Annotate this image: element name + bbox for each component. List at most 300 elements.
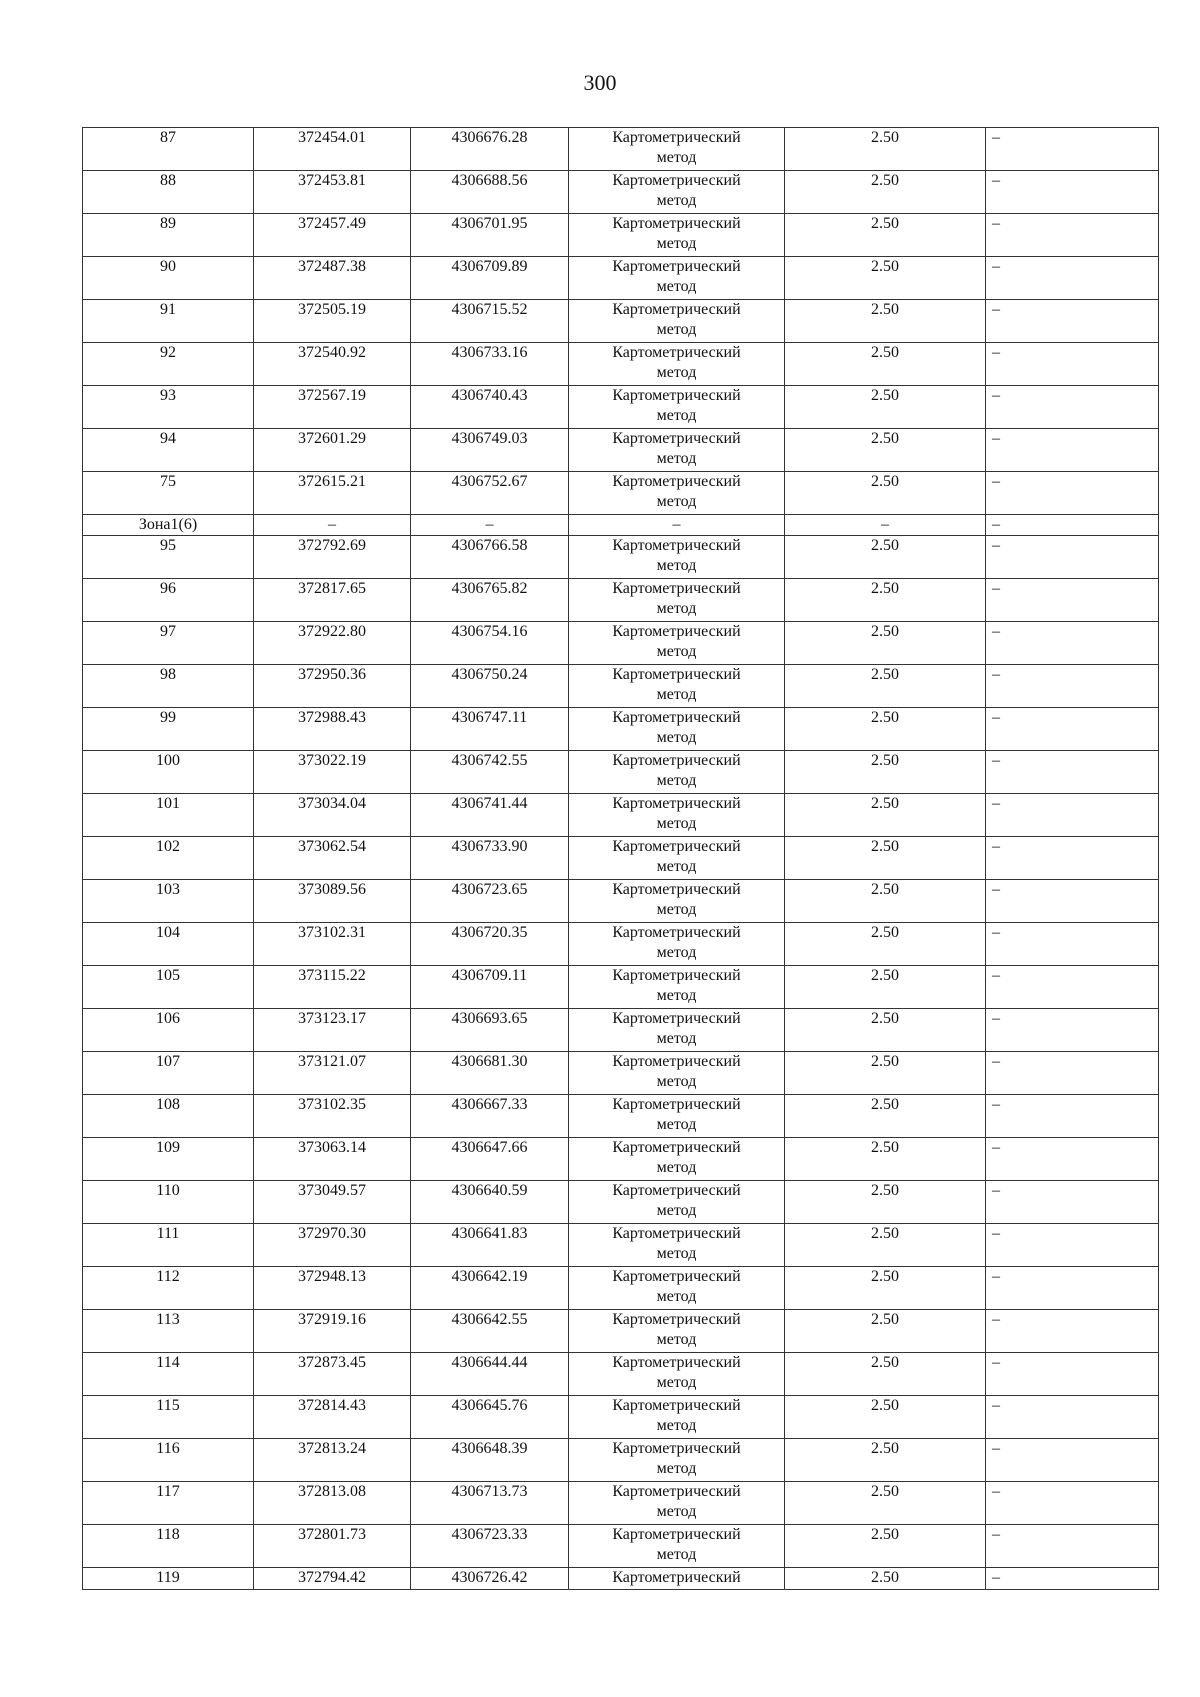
table-row [83, 966, 1159, 1009]
method-label-line2: метод [656, 600, 697, 617]
method-cell [569, 1052, 785, 1095]
table-row [83, 1439, 1159, 1482]
note-cell: – [986, 665, 1159, 708]
method-label-line2: метод [656, 364, 697, 381]
method-cell [569, 300, 785, 343]
accuracy-cell: 2.50 [785, 214, 986, 257]
method-label-line2: метод [656, 1460, 697, 1477]
note-cell: – [986, 1095, 1159, 1138]
method-label-line1: Картометрический [612, 666, 741, 683]
accuracy-cell: 2.50 [785, 966, 986, 1009]
point-number-cell: 103 [83, 880, 254, 923]
method-cell: – [569, 515, 785, 536]
method-cell [569, 128, 785, 171]
table-row [83, 751, 1159, 794]
method-label-line2: метод [656, 407, 697, 424]
method-label-line2: метод [656, 1374, 697, 1391]
accuracy-cell: 2.50 [785, 665, 986, 708]
note-cell: – [986, 579, 1159, 622]
method-label-line1: Картометрический [612, 1053, 741, 1070]
method-label-line1: Картометрический [612, 301, 741, 318]
method-label-line2: метод [656, 858, 697, 875]
table-row [83, 300, 1159, 343]
y-coordinate-cell: 4306667.33 [411, 1095, 569, 1138]
table-row [83, 1482, 1159, 1525]
method-label-line2: метод [656, 1503, 697, 1520]
note-cell: – [986, 386, 1159, 429]
y-coordinate-cell: 4306742.55 [411, 751, 569, 794]
y-coordinate-cell: 4306733.16 [411, 343, 569, 386]
method-label-line2: метод [656, 278, 697, 295]
y-coordinate-cell: 4306709.11 [411, 966, 569, 1009]
method-label-line2: метод [656, 686, 697, 703]
x-coordinate-cell: 372453.81 [254, 171, 411, 214]
note-cell: – [986, 1353, 1159, 1396]
accuracy-cell: 2.50 [785, 171, 986, 214]
x-coordinate-cell: 372792.69 [254, 536, 411, 579]
accuracy-cell: 2.50 [785, 579, 986, 622]
note-cell: – [986, 837, 1159, 880]
method-label-line1: Картометрический [612, 1139, 741, 1156]
x-coordinate-cell: 372540.92 [254, 343, 411, 386]
note-cell: – [986, 794, 1159, 837]
note-cell: – [986, 708, 1159, 751]
point-number-cell: 101 [83, 794, 254, 837]
point-number-cell: Зона1(6) [83, 515, 254, 536]
table-row [83, 880, 1159, 923]
method-label-line1: Картометрический [612, 838, 741, 855]
point-number-cell: 113 [83, 1310, 254, 1353]
x-coordinate-cell: 372817.65 [254, 579, 411, 622]
method-cell [569, 665, 785, 708]
note-cell: – [986, 472, 1159, 515]
table-row [83, 1353, 1159, 1396]
method-cell [569, 794, 785, 837]
method-cell [569, 171, 785, 214]
method-label-line2: метод [656, 192, 697, 209]
method-cell [569, 923, 785, 966]
point-number-cell: 118 [83, 1525, 254, 1568]
method-cell [569, 257, 785, 300]
method-label-line2: метод [656, 1245, 697, 1262]
table-row [83, 343, 1159, 386]
accuracy-cell: 2.50 [785, 257, 986, 300]
table-row [83, 472, 1159, 515]
table-row [83, 1224, 1159, 1267]
y-coordinate-cell: 4306723.65 [411, 880, 569, 923]
method-cell [569, 1224, 785, 1267]
table-row [83, 171, 1159, 214]
method-cell [569, 472, 785, 515]
point-number-cell: 94 [83, 429, 254, 472]
method-label-line2: метод [656, 1159, 697, 1176]
table-row [83, 386, 1159, 429]
method-cell [569, 751, 785, 794]
method-label-line1: Картометрический [612, 795, 741, 812]
y-coordinate-cell: 4306750.24 [411, 665, 569, 708]
method-label-line2: метод [656, 1202, 697, 1219]
method-label-line1: Картометрический [612, 1440, 741, 1457]
method-label-line2: метод [656, 944, 697, 961]
method-label-line1: Картометрический [612, 172, 741, 189]
method-label-line2: метод [656, 772, 697, 789]
method-label-line1: Картометрический [612, 580, 741, 597]
y-coordinate-cell: 4306723.33 [411, 1525, 569, 1568]
point-number-cell: 96 [83, 579, 254, 622]
method-cell [569, 966, 785, 1009]
y-coordinate-cell: 4306688.56 [411, 171, 569, 214]
point-number-cell: 92 [83, 343, 254, 386]
y-coordinate-cell: – [411, 515, 569, 536]
table-row [83, 429, 1159, 472]
point-number-cell: 110 [83, 1181, 254, 1224]
method-cell [569, 1525, 785, 1568]
y-coordinate-cell: 4306647.66 [411, 1138, 569, 1181]
note-cell: – [986, 1396, 1159, 1439]
method-label-line1: Картометрический [612, 623, 741, 640]
method-cell [569, 1482, 785, 1525]
accuracy-cell: 2.50 [785, 1310, 986, 1353]
method-cell [569, 429, 785, 472]
method-label-line2: метод [656, 321, 697, 338]
method-label-line1: Картометрический [612, 1526, 741, 1543]
x-coordinate-cell: 372988.43 [254, 708, 411, 751]
note-cell: – [986, 1310, 1159, 1353]
point-number-cell: 116 [83, 1439, 254, 1482]
point-number-cell: 108 [83, 1095, 254, 1138]
x-coordinate-cell: 373022.19 [254, 751, 411, 794]
method-label-line2: метод [656, 1417, 697, 1434]
note-cell: – [986, 1009, 1159, 1052]
point-number-cell: 119 [83, 1568, 254, 1590]
coordinates-table-body [83, 128, 1159, 1590]
method-cell [569, 708, 785, 751]
method-label-line2: метод [656, 729, 697, 746]
note-cell: – [986, 622, 1159, 665]
table-row [83, 128, 1159, 171]
note-cell: – [986, 128, 1159, 171]
note-cell: – [986, 214, 1159, 257]
table-row [83, 1181, 1159, 1224]
accuracy-cell: 2.50 [785, 386, 986, 429]
method-label-line1: Картометрический [612, 1397, 741, 1414]
method-label-line2: метод [656, 1546, 697, 1563]
method-label-line1: Картометрический [612, 1268, 741, 1285]
x-coordinate-cell: 372813.24 [254, 1439, 411, 1482]
x-coordinate-cell: 373049.57 [254, 1181, 411, 1224]
method-label-line1: Картометрический [612, 387, 741, 404]
x-coordinate-cell: 372601.29 [254, 429, 411, 472]
table-row [83, 1525, 1159, 1568]
method-label-line2: метод [656, 901, 697, 918]
method-label-line1: Картометрический [612, 1483, 741, 1500]
method-label-line1: Картометрический [612, 1225, 741, 1242]
point-number-cell: 106 [83, 1009, 254, 1052]
accuracy-cell: 2.50 [785, 1224, 986, 1267]
y-coordinate-cell: 4306741.44 [411, 794, 569, 837]
accuracy-cell: 2.50 [785, 343, 986, 386]
point-number-cell: 112 [83, 1267, 254, 1310]
x-coordinate-cell: 372567.19 [254, 386, 411, 429]
method-label-line2: метод [656, 1030, 697, 1047]
x-coordinate-cell: 373123.17 [254, 1009, 411, 1052]
table-row [83, 794, 1159, 837]
note-cell: – [986, 1181, 1159, 1224]
method-label-line2: метод [656, 1073, 697, 1090]
method-label-line1: Картометрический [612, 752, 741, 769]
x-coordinate-cell: 373089.56 [254, 880, 411, 923]
coordinates-table [82, 127, 1159, 1590]
method-cell [569, 837, 785, 880]
x-coordinate-cell: 372794.42 [254, 1568, 411, 1590]
point-number-cell: 105 [83, 966, 254, 1009]
accuracy-cell: 2.50 [785, 1525, 986, 1568]
y-coordinate-cell: 4306720.35 [411, 923, 569, 966]
point-number-cell: 115 [83, 1396, 254, 1439]
point-number-cell: 97 [83, 622, 254, 665]
y-coordinate-cell: 4306693.65 [411, 1009, 569, 1052]
note-cell: – [986, 1525, 1159, 1568]
y-coordinate-cell: 4306754.16 [411, 622, 569, 665]
point-number-cell: 99 [83, 708, 254, 751]
y-coordinate-cell: 4306644.44 [411, 1353, 569, 1396]
table-row [83, 923, 1159, 966]
method-cell [569, 1353, 785, 1396]
note-cell: – [986, 1224, 1159, 1267]
method-label-line1: Картометрический [612, 344, 741, 361]
y-coordinate-cell: 4306726.42 [411, 1568, 569, 1590]
y-coordinate-cell: 4306713.73 [411, 1482, 569, 1525]
method-label-line1: Картометрический [612, 1311, 741, 1328]
method-cell [569, 1009, 785, 1052]
method-label-line1: Картометрический [612, 215, 741, 232]
method-cell [569, 622, 785, 665]
accuracy-cell: 2.50 [785, 1009, 986, 1052]
method-cell [569, 1095, 785, 1138]
note-cell: – [986, 515, 1159, 536]
accuracy-cell: 2.50 [785, 1482, 986, 1525]
point-number-cell: 87 [83, 128, 254, 171]
method-label-line1: Картометрический [612, 129, 741, 146]
y-coordinate-cell: 4306701.95 [411, 214, 569, 257]
note-cell: – [986, 1568, 1159, 1590]
x-coordinate-cell: 372457.49 [254, 214, 411, 257]
method-cell [569, 386, 785, 429]
method-label-line1: Картометрический [612, 258, 741, 275]
x-coordinate-cell: 372922.80 [254, 622, 411, 665]
accuracy-cell: 2.50 [785, 128, 986, 171]
table-row [83, 1396, 1159, 1439]
method-cell [569, 1396, 785, 1439]
y-coordinate-cell: 4306641.83 [411, 1224, 569, 1267]
point-number-cell: 117 [83, 1482, 254, 1525]
method-label-line1: Картометрический [612, 881, 741, 898]
accuracy-cell: 2.50 [785, 622, 986, 665]
note-cell: – [986, 923, 1159, 966]
note-cell: – [986, 966, 1159, 1009]
note-cell: – [986, 257, 1159, 300]
x-coordinate-cell: 372970.30 [254, 1224, 411, 1267]
method-label-line1: Картометрический [612, 1182, 741, 1199]
x-coordinate-cell: 373121.07 [254, 1052, 411, 1095]
accuracy-cell: 2.50 [785, 429, 986, 472]
accuracy-cell: 2.50 [785, 1396, 986, 1439]
point-number-cell: 89 [83, 214, 254, 257]
table-row [83, 622, 1159, 665]
method-label-line2: метод [656, 643, 697, 660]
point-number-cell: 102 [83, 837, 254, 880]
point-number-cell: 93 [83, 386, 254, 429]
accuracy-cell: 2.50 [785, 708, 986, 751]
x-coordinate-cell: 372505.19 [254, 300, 411, 343]
x-coordinate-cell: 373034.04 [254, 794, 411, 837]
accuracy-cell: – [785, 515, 986, 536]
accuracy-cell: 2.50 [785, 1052, 986, 1095]
method-cell [569, 1568, 785, 1590]
method-label-line2: метод [656, 1288, 697, 1305]
table-row [83, 214, 1159, 257]
method-label-line2: метод [656, 235, 697, 252]
method-cell [569, 343, 785, 386]
y-coordinate-cell: 4306715.52 [411, 300, 569, 343]
y-coordinate-cell: 4306642.19 [411, 1267, 569, 1310]
y-coordinate-cell: 4306648.39 [411, 1439, 569, 1482]
method-label-line1: Картометрический [612, 473, 741, 490]
zone-row [83, 515, 1159, 536]
note-cell: – [986, 880, 1159, 923]
accuracy-cell: 2.50 [785, 1353, 986, 1396]
x-coordinate-cell: 373102.31 [254, 923, 411, 966]
method-cell [569, 579, 785, 622]
y-coordinate-cell: 4306676.28 [411, 128, 569, 171]
method-label-line2: метод [656, 1116, 697, 1133]
note-cell: – [986, 1138, 1159, 1181]
method-label-line2: метод [656, 450, 697, 467]
method-cell [569, 214, 785, 257]
accuracy-cell: 2.50 [785, 880, 986, 923]
x-coordinate-cell: 372948.13 [254, 1267, 411, 1310]
y-coordinate-cell: 4306733.90 [411, 837, 569, 880]
method-label-line2: метод [656, 149, 697, 166]
x-coordinate-cell: 373063.14 [254, 1138, 411, 1181]
point-number-cell: 100 [83, 751, 254, 794]
point-number-cell: 88 [83, 171, 254, 214]
x-coordinate-cell: 372873.45 [254, 1353, 411, 1396]
y-coordinate-cell: 4306642.55 [411, 1310, 569, 1353]
accuracy-cell: 2.50 [785, 536, 986, 579]
note-cell: – [986, 1439, 1159, 1482]
point-number-cell: 91 [83, 300, 254, 343]
method-label-line2: метод [656, 1331, 697, 1348]
method-cell [569, 1439, 785, 1482]
accuracy-cell: 2.50 [785, 794, 986, 837]
note-cell: – [986, 1482, 1159, 1525]
y-coordinate-cell: 4306749.03 [411, 429, 569, 472]
y-coordinate-cell: 4306765.82 [411, 579, 569, 622]
table-row [83, 1052, 1159, 1095]
x-coordinate-cell: 372615.21 [254, 472, 411, 515]
method-cell [569, 536, 785, 579]
accuracy-cell: 2.50 [785, 1439, 986, 1482]
y-coordinate-cell: 4306709.89 [411, 257, 569, 300]
method-label-line2: метод [656, 557, 697, 574]
x-coordinate-cell: 372814.43 [254, 1396, 411, 1439]
table-row [83, 1310, 1159, 1353]
x-coordinate-cell: 373115.22 [254, 966, 411, 1009]
table-row [83, 1095, 1159, 1138]
accuracy-cell: 2.50 [785, 1138, 986, 1181]
point-number-cell: 98 [83, 665, 254, 708]
note-cell: – [986, 429, 1159, 472]
x-coordinate-cell: 373102.35 [254, 1095, 411, 1138]
accuracy-cell: 2.50 [785, 923, 986, 966]
accuracy-cell: 2.50 [785, 1181, 986, 1224]
method-label-line1: Картометрический [612, 1354, 741, 1371]
accuracy-cell: 2.50 [785, 837, 986, 880]
table-row [83, 837, 1159, 880]
accuracy-cell: 2.50 [785, 472, 986, 515]
note-cell: – [986, 1267, 1159, 1310]
x-coordinate-cell: 372454.01 [254, 128, 411, 171]
table-row [83, 1568, 1159, 1590]
x-coordinate-cell: 373062.54 [254, 837, 411, 880]
method-label-line2: метод [656, 815, 697, 832]
method-cell [569, 1310, 785, 1353]
method-cell [569, 1138, 785, 1181]
accuracy-cell: 2.50 [785, 751, 986, 794]
x-coordinate-cell: – [254, 515, 411, 536]
note-cell: – [986, 343, 1159, 386]
method-label-line1: Картометрический [612, 1569, 741, 1586]
method-label-line1: Картометрический [612, 967, 741, 984]
table-row [83, 536, 1159, 579]
method-label-line2: метод [656, 493, 697, 510]
point-number-cell: 104 [83, 923, 254, 966]
table-row [83, 1267, 1159, 1310]
x-coordinate-cell: 372950.36 [254, 665, 411, 708]
method-label-line1: Картометрический [612, 537, 741, 554]
method-label-line1: Картометрический [612, 709, 741, 726]
table-row [83, 665, 1159, 708]
y-coordinate-cell: 4306640.59 [411, 1181, 569, 1224]
y-coordinate-cell: 4306766.58 [411, 536, 569, 579]
x-coordinate-cell: 372813.08 [254, 1482, 411, 1525]
point-number-cell: 107 [83, 1052, 254, 1095]
method-label-line2: метод [656, 987, 697, 1004]
accuracy-cell: 2.50 [785, 1095, 986, 1138]
point-number-cell: 111 [83, 1224, 254, 1267]
accuracy-cell: 2.50 [785, 1568, 986, 1590]
x-coordinate-cell: 372801.73 [254, 1525, 411, 1568]
note-cell: – [986, 751, 1159, 794]
table-row [83, 1138, 1159, 1181]
y-coordinate-cell: 4306747.11 [411, 708, 569, 751]
method-label-line1: Картометрический [612, 1096, 741, 1113]
note-cell: – [986, 536, 1159, 579]
point-number-cell: 114 [83, 1353, 254, 1396]
x-coordinate-cell: 372919.16 [254, 1310, 411, 1353]
y-coordinate-cell: 4306645.76 [411, 1396, 569, 1439]
method-label-line1: Картометрический [612, 924, 741, 941]
method-label-line1: Картометрический [612, 1010, 741, 1027]
x-coordinate-cell: 372487.38 [254, 257, 411, 300]
table-row [83, 1009, 1159, 1052]
method-label-line1: Картометрический [612, 430, 741, 447]
page-number: 300 [583, 70, 617, 95]
method-cell [569, 1181, 785, 1224]
y-coordinate-cell: 4306681.30 [411, 1052, 569, 1095]
note-cell: – [986, 1052, 1159, 1095]
